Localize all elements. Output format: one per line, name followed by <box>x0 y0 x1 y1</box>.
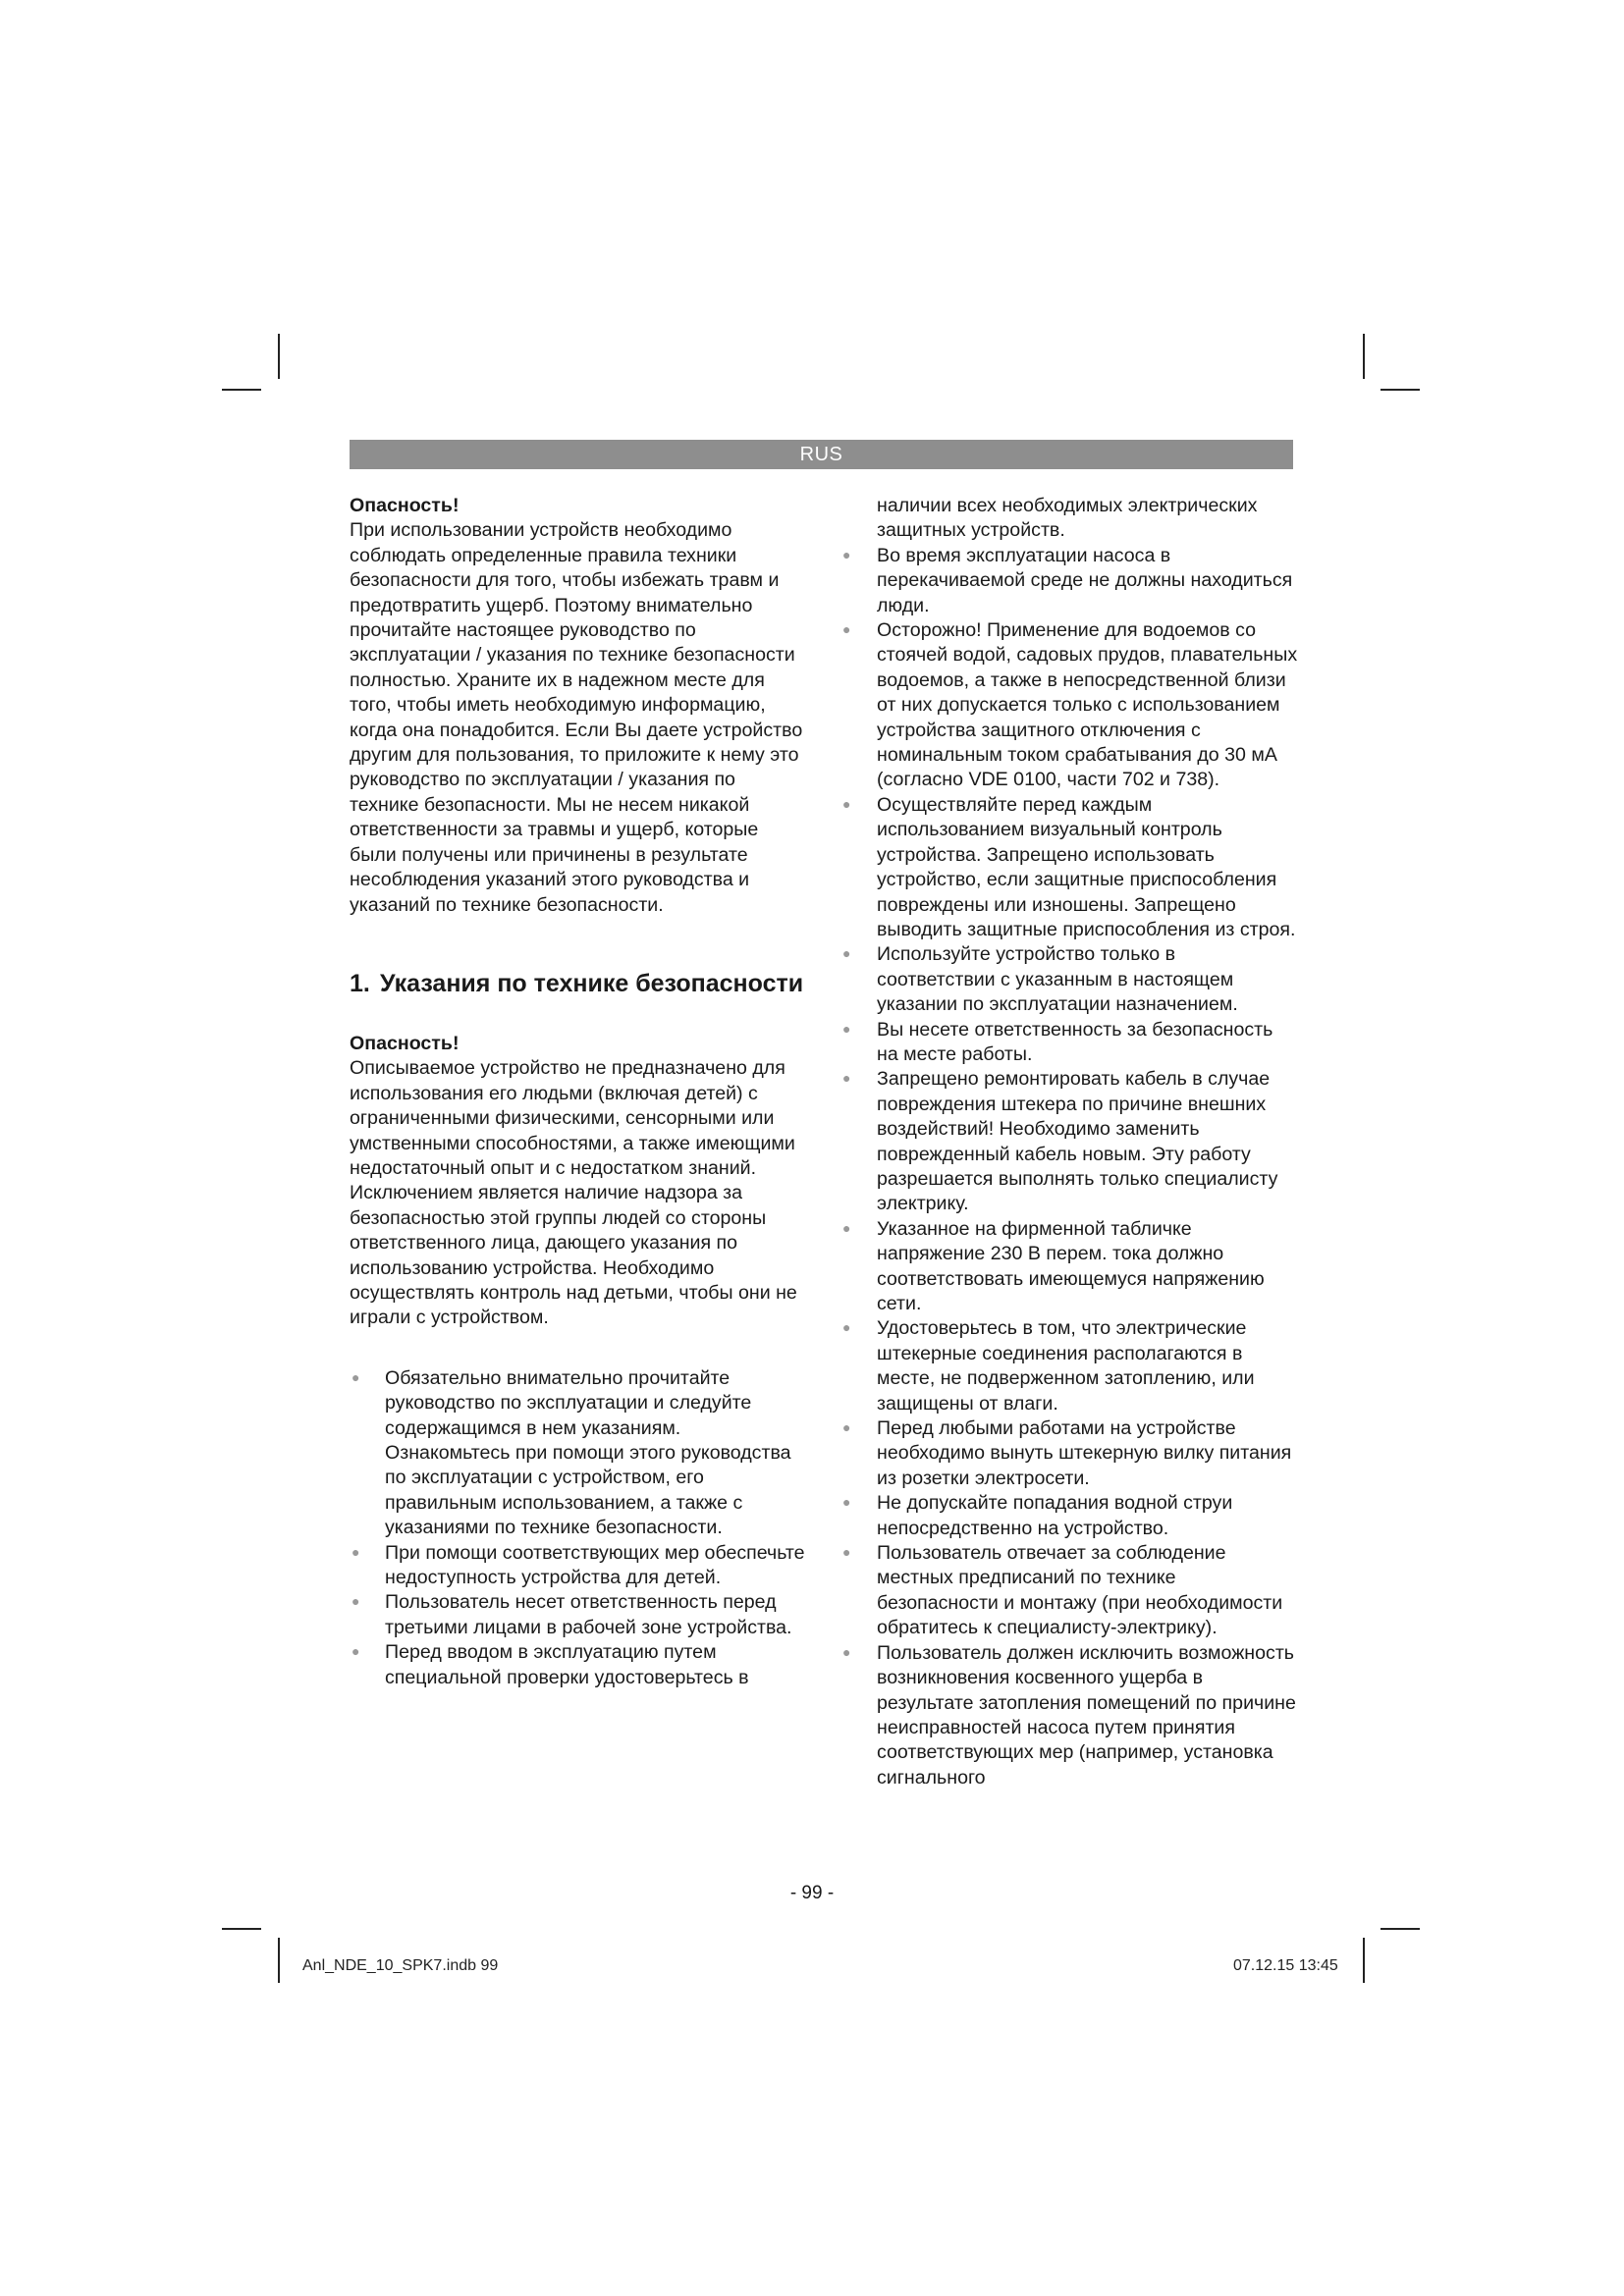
crop-mark <box>1363 1938 1365 1983</box>
warning-paragraph: Описываемое устройство не предназначено для использования его людьми (включая детей) с ограниченными физическими, сенсорными или умственными способностями, а также имеющими недостаточный опыт и с недостатком знаний. Исключением является наличие надзора за безопасностью этой группы людей со стороны ответственного лица, дающего указания по использованию устройства. Необходимо осуществлять контроль над детьми, чтобы они не играли с устройством. <box>350 1057 797 1329</box>
list-item: ● Запрещено ремонтировать кабель в случае повреждения штекера по причине внешних воздействий! Необходимо заменить поврежденный кабель новым. Эту работу разрешается выполнять только специалисту электрику. <box>842 1068 1278 1215</box>
list-item: ● Во время эксплуатации насоса в перекачиваемой среде не должны находиться люди. <box>842 544 1293 616</box>
print-slug-date: 07.12.15 13:45 <box>1233 1957 1338 1974</box>
intro-paragraph: При использовании устройств необходимо соблюдать определенные правила техники безопасности для того, чтобы избежать травм и предотвратить ущерб. Поэтому внимательно прочитайте настоящее руководство по эксплуатации / указания по технике безопасности полностью. Храните их в надежном месте для того, чтобы иметь необходимую информацию, когда она понадобится. Если Вы даете устройство другим для пользования, то приложите к нему это руководство по эксплуатации / указания по технике безопасности. Мы не несем никакой ответственности за травмы и ущерб, которые были получены или причинены в результате несоблюдения указаний этого руководства и указаний по технике безопасности. <box>350 519 803 916</box>
crop-mark <box>278 1938 280 1983</box>
bullet-icon: ● <box>352 1543 360 1560</box>
right-bullet-list <box>842 544 1299 1790</box>
bullet-icon: ● <box>842 621 851 638</box>
list-item: ● Перед вводом в эксплуатацию путем специальной проверки удостоверьтесь в <box>352 1641 749 1688</box>
list-item: ● Перед любыми работами на устройстве необходимо вынуть штекерную вилку питания из розетки электросети. <box>842 1417 1292 1489</box>
crop-mark <box>222 1928 261 1930</box>
bullet-icon: ● <box>842 546 851 562</box>
section-number: 1. <box>350 969 370 997</box>
list-item: ● Пользователь должен исключить возможность возникновения косвенного ущерба в результате затопления помещений по причине неисправностей насоса путем принятия соответствующих мер (например, установка сигнального <box>842 1641 1296 1789</box>
bullet-icon: ● <box>842 1319 851 1336</box>
list-item: ● Пользователь отвечает за соблюдение местных предписаний по технике безопасности и монтажу (при необходимости обратитесь к специалисту-электрику). <box>842 1542 1283 1639</box>
bullet-icon: ● <box>842 795 851 812</box>
section-title: Указания по технике безопасности <box>380 969 804 997</box>
intro-heading: Опасность! <box>350 495 460 516</box>
list-item: ● Пользователь несет ответственность перед третьими лицами в рабочей зоне устройства. <box>352 1591 792 1638</box>
page-number: - 99 - <box>789 1883 835 1903</box>
crop-mark <box>278 334 280 379</box>
bullet-icon: ● <box>842 1419 851 1436</box>
list-item: ● При помощи соответствующих мер обеспечьте недоступность устройства для детей. <box>352 1541 805 1589</box>
bullet-icon: ● <box>842 1219 851 1236</box>
bullet-icon: ● <box>842 1494 851 1511</box>
left-column <box>350 494 806 1690</box>
bullet-icon: ● <box>352 1643 360 1660</box>
right-column <box>842 494 1299 1790</box>
warning-heading: Опасность! <box>350 1032 460 1054</box>
bullet-icon: ● <box>842 1070 851 1087</box>
bullet-icon: ● <box>842 1643 851 1660</box>
list-item: ● Обязательно внимательно прочитайте руководство по эксплуатации и следуйте содержащимся в нем указаниям. Ознакомьтесь при помощи этого руководства по эксплуатации с устройством, его правильным использованием, а также с указаниями по технике безопасности. <box>352 1366 791 1539</box>
bullet-icon: ● <box>352 1593 360 1610</box>
continuation-text: наличии всех необходимых электрических защитных устройств. <box>877 495 1258 542</box>
crop-mark <box>1363 334 1365 379</box>
bullet-icon: ● <box>352 1368 360 1385</box>
language-header-bar: RUS <box>350 440 1293 469</box>
list-item: ● Осторожно! Применение для водоемов со стоячей водой, садовых прудов, плавательных водоемов, а также в непосредственной близи от них допускается только с использованием устройства защитного отключения с номинальным током срабатывания до 30 мА (согласно VDE 0100, части 702 и 738). <box>842 619 1298 791</box>
list-item: ● Удостоверьтесь в том, что электрические штекерные соединения располагаются в месте, не подверженном затоплению, или защищены от влаги. <box>842 1317 1255 1415</box>
bullet-icon: ● <box>842 945 851 962</box>
left-bullet-list <box>350 1366 806 1690</box>
list-item: ● Вы несете ответственность за безопасность на месте работы. <box>842 1018 1273 1065</box>
list-item: ● Используйте устройство только в соответствии с указанным в настоящем указании по эксплуатации назначением. <box>842 943 1238 1016</box>
list-item: ● Указанное на фирменной табличке напряжение 230 В перем. тока должно соответствовать имеющемуся напряжению сети. <box>842 1217 1265 1314</box>
crop-mark <box>222 389 261 391</box>
list-item: ● Осуществляйте перед каждым использованием визуальный контроль устройства. Запрещено использовать устройство, если защитные приспособления повреждены или изношены. Запрещено выводить защитные приспособления из строя. <box>842 793 1296 940</box>
list-item: ● Не допускайте попадания водной струи непосредственно на устройство. <box>842 1492 1233 1539</box>
bullet-icon: ● <box>842 1544 851 1561</box>
bullet-icon: ● <box>842 1020 851 1037</box>
crop-mark <box>1380 1928 1420 1930</box>
section-heading <box>350 967 806 1000</box>
print-slug-file: Anl_NDE_10_SPK7.indb 99 <box>302 1957 499 1974</box>
crop-mark <box>1380 389 1420 391</box>
